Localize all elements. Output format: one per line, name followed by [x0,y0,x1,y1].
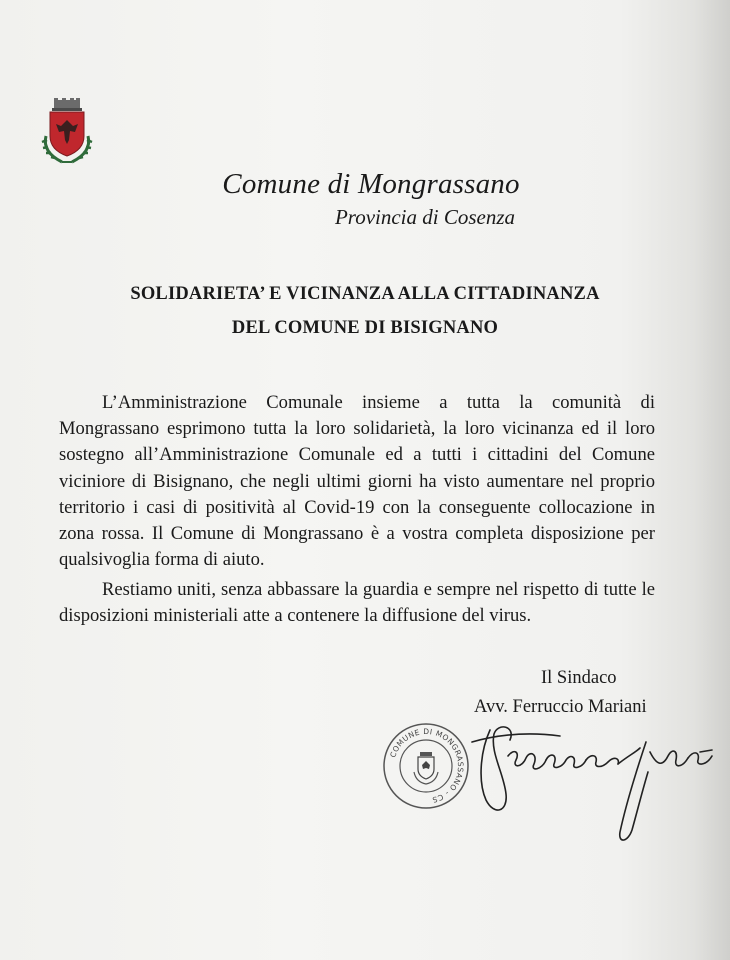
stamp-text: COMUNE DI MONGRASSANO - CS [388,726,466,805]
municipal-crest-icon [32,96,102,170]
body-paragraph-1 [59,390,655,573]
province-name: Provincia di Cosenza [334,205,516,229]
document-title-line-1: SOLIDARIETA’ E VICINANZA ALLA CITTADINANZA [130,284,600,304]
municipality-name: Comune di Mongrassano [222,168,520,200]
body-paragraph-2 [59,577,655,629]
document-title-line-2: DEL COMUNE DI BISIGNANO [231,318,499,338]
signatory-name: Avv. Ferruccio Mariani [474,697,647,717]
paragraph-text: Restiamo uniti, senza abbassare la guardia e sempre nel rispetto di tutte le disposizioni ministeriali atte a contenere la diffusione del virus. [59,579,655,627]
paragraph-text: L’Amministrazione Comunale insieme a tutta la comunità di Mongrassano esprimono tutta la loro solidarietà, la loro vicinanza ed il loro sostegno all’Amministrazione Comunale ed a tutti i cittadini del Comune viciniore di Bisignano, che negli ultimi giorni ha visto aumentare nel proprio territorio i casi di positività al Covid-19 con la conseguente collocazione in zona rossa. Il Comune di Mongrassano è a vostra completa disposizione per qualsivoglia forma di aiuto. [59,392,655,571]
signatory-role: Il Sindaco [541,668,617,688]
handwritten-signature [450,712,725,852]
